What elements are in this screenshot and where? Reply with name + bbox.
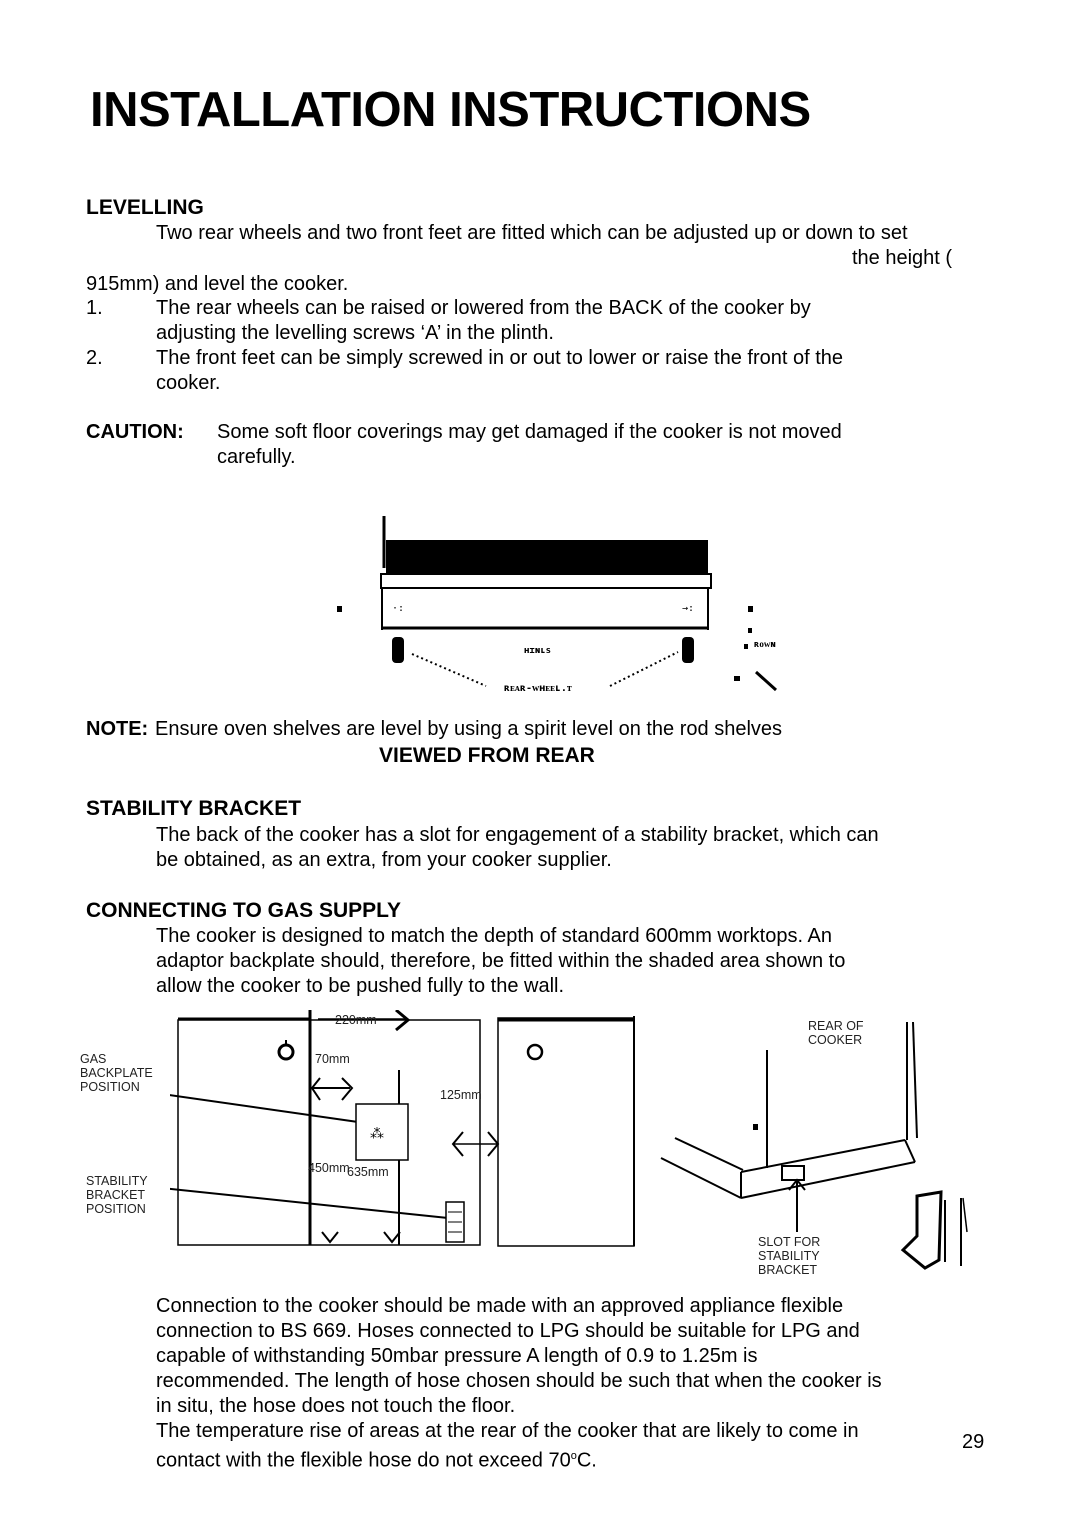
levelling-intro-line2: the height ( (852, 247, 953, 269)
label-line: STABILITY (758, 1249, 820, 1263)
caution-text: carefully. (217, 446, 296, 468)
gas-backplate-label (80, 1052, 153, 1094)
label-line: POSITION (80, 1080, 140, 1094)
stability-text: The back of the cooker has a slot for engagement of a stability bracket, which can (156, 824, 879, 846)
slot-label (758, 1235, 820, 1277)
stability-bracket-label (86, 1174, 148, 1216)
note-text: Ensure oven shelves are level by using a spirit level on the rod shelves (155, 718, 783, 740)
label-line: BRACKET (758, 1263, 818, 1277)
dim-450-value: 450 (308, 1161, 329, 1175)
levelling-item-number: 2. (86, 347, 103, 369)
temperature-unit: C. (576, 1449, 597, 1472)
levelling-item-text: The rear wheels can be raised or lowered from the BACK of the cooker by (156, 297, 811, 319)
rear-view-diagram (320, 510, 820, 710)
dim-125: 125mm (440, 1088, 482, 1102)
stability-text: be obtained, as an extra, from your cooker supplier. (156, 849, 612, 871)
svg-text:ʀᴇᴀʀ-ᴡʜᴇᴇʟ.ᴛ: ʀᴇᴀʀ-ᴡʜᴇᴇʟ.ᴛ (504, 683, 572, 694)
label-line: BRACKET (86, 1188, 146, 1202)
svg-text:⁂: ⁂ (370, 1126, 384, 1142)
levelling-item-text: adjusting the levelling screws ‘A’ in the plinth. (156, 322, 554, 344)
levelling-item-text: cooker. (156, 372, 221, 394)
gas-paragraph-line: connection to BS 669. Hoses connected to LPG should be suitable for LPG and (156, 1320, 860, 1342)
gas-paragraph-line: in situ, the hose does not touch the floor. (156, 1395, 516, 1417)
levelling-item-text: The front feet can be simply screwed in or out to lower or raise the front of the (156, 347, 844, 369)
dim-220: 220mm (335, 1013, 377, 1027)
degree-symbol: o (570, 1450, 577, 1462)
dim-635: 635mm (347, 1165, 389, 1179)
dim-450 (308, 1161, 350, 1175)
label-line: SLOT FOR (758, 1235, 821, 1249)
gas-paragraph-line: Connection to the cooker should be made with an approved appliance flexible (156, 1295, 844, 1317)
label-line: BACKPLATE (80, 1066, 153, 1080)
label-line: GAS (80, 1052, 107, 1066)
dim-450-unit: mm (328, 1161, 350, 1175)
svg-text:·:: ·: (392, 603, 405, 614)
levelling-intro-line1: Two rear wheels and two front feet are fitted which can be adjusted up or down to set (156, 222, 908, 244)
gas-heading: CONNECTING TO GAS SUPPLY (86, 899, 402, 922)
levelling-heading: LEVELLING (86, 196, 204, 219)
gas-text: adaptor backplate should, therefore, be fitted within the shaded area shown to (156, 950, 846, 972)
caution-label: CAUTION: (86, 421, 184, 443)
gas-temperature-line: The temperature rise of areas at the rear of the cooker that are likely to come in (156, 1420, 859, 1442)
note-label: NOTE: (86, 718, 149, 740)
levelling-item-number: 1. (86, 297, 103, 319)
gas-paragraph-line: capable of withstanding 50mbar pressure A length of 0.9 to 1.25m is (156, 1345, 758, 1367)
label-line: POSITION (86, 1202, 146, 1216)
gas-paragraph-line: recommended. The length of hose chosen should be such that when the cooker is (156, 1370, 882, 1392)
page-title: INSTALLATION INSTRUCTIONS (90, 83, 811, 137)
temperature-text: contact with the flexible hose do not exceed 70 (156, 1449, 571, 1472)
gas-backplate-diagram (170, 1010, 645, 1250)
page-number: 29 (962, 1431, 985, 1453)
gas-text: The cooker is designed to match the depth of standard 600mm worktops. An (156, 925, 832, 947)
dim-70: 70mm (315, 1052, 350, 1066)
svg-text:ʀᴏᴡɴ: ʀᴏᴡɴ (754, 640, 776, 650)
gas-text: allow the cooker to be pushed fully to the wall. (156, 975, 565, 997)
diagram-caption: VIEWED FROM REAR (379, 744, 595, 767)
gas-temperature-line (156, 1444, 597, 1474)
svg-text:ʜɪɴʟs: ʜɪɴʟs (524, 646, 552, 656)
label-line: STABILITY (86, 1174, 148, 1188)
levelling-intro-line3: 915mm) and level the cooker. (86, 273, 349, 295)
caution-text: Some soft floor coverings may get damaged if the cooker is not moved (217, 421, 842, 443)
label-line: COOKER (808, 1033, 863, 1047)
stability-heading: STABILITY BRACKET (86, 797, 302, 820)
svg-text:→:: →: (682, 603, 695, 614)
rear-of-cooker-label (808, 1019, 864, 1047)
label-line: REAR OF (808, 1019, 864, 1033)
